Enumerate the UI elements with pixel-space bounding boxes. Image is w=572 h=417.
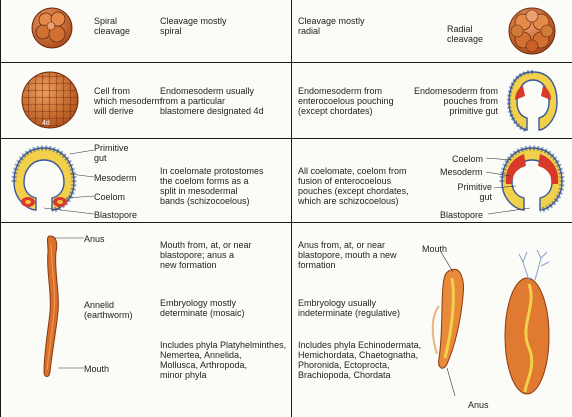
left-row4-text-3: Includes phyla Platyhelminthes, Nemertea, Annelida, Mollusca, Arthropoda, minor phyla	[160, 340, 287, 380]
chordate-larva-illustration	[425, 236, 565, 406]
radial-cleavage-embryo	[505, 4, 565, 64]
blastomere-4d-embryo	[18, 66, 88, 136]
blastomere-4d-mark: 4d	[42, 120, 50, 127]
larva-anus-label: Anus	[468, 400, 489, 410]
mesoderm-cell-label: Cell from which mesoderm will derive	[94, 86, 163, 116]
mesoderm-label: Mesoderm	[94, 173, 137, 183]
left-row4-text-2: Embryology mostly determinate (mosaic)	[160, 298, 245, 318]
row4-left-leader-lines	[40, 232, 120, 382]
right-row4-text-2: Embryology usually indeterminate (regulative)	[298, 298, 401, 318]
left-row3-text: In coelomate protostomes the coelom forms as a split in mesodermal bands (schizocoelous)	[160, 166, 264, 206]
column-divider	[291, 0, 292, 417]
right-primitive-gut-label: Primitive gut	[457, 182, 492, 202]
right-row2-text: Endomesoderm from enterocoelous pouching (except chordates)	[298, 86, 394, 116]
row-divider	[0, 138, 572, 139]
earthworm-anus-label: Anus	[84, 234, 105, 244]
spiral-cleavage-label: Spiral cleavage	[94, 16, 131, 36]
earthworm-name-label: Annelid (earthworm)	[84, 300, 133, 320]
left-row4-text-1: Mouth from, at, or near blastopore; anus a new formation	[160, 240, 252, 270]
right-mesoderm-label: Mesoderm	[440, 167, 483, 177]
coelom-label: Coelom	[94, 192, 126, 202]
right-row4-text-3: Includes phyla Echinodermata, Hemichordata, Chaetognatha, Phoronida, Ectoprocta, Brachiopoda, Chordata	[298, 340, 422, 380]
larva-mouth-label: Mouth	[422, 244, 448, 254]
row3-left-leader-lines	[0, 140, 100, 220]
spiral-cleavage-embryo	[30, 4, 90, 64]
endomesoderm-pouch-label: Endomesoderm from pouches from primitive gut	[413, 86, 498, 116]
right-blastopore-label: Blastopore	[440, 210, 484, 220]
right-row1-text: Cleavage mostly radial	[298, 16, 365, 36]
primitive-gut-label: Primitive gut	[94, 143, 129, 163]
row-divider	[0, 222, 572, 223]
earthworm-mouth-label: Mouth	[84, 364, 110, 374]
right-row4-text-1: Anus from, at, or near blastopore, mouth a new formation	[298, 240, 397, 270]
enterocoelous-pouch-embryo	[505, 66, 565, 136]
blastopore-label: Blastopore	[94, 210, 138, 220]
left-row2-text: Endomesoderm usually from a particular blastomere designated 4d	[160, 86, 264, 116]
radial-cleavage-label: Radial cleavage	[447, 24, 484, 44]
right-row3-text: All coelomate, coelom from fusion of enterocoelous pouches (except chordates, which are schizocoelous)	[298, 166, 409, 206]
left-row1-text: Cleavage mostly spiral	[160, 16, 227, 36]
row3-right-leader-lines	[480, 140, 560, 220]
right-coelom-label: Coelom	[452, 154, 484, 164]
